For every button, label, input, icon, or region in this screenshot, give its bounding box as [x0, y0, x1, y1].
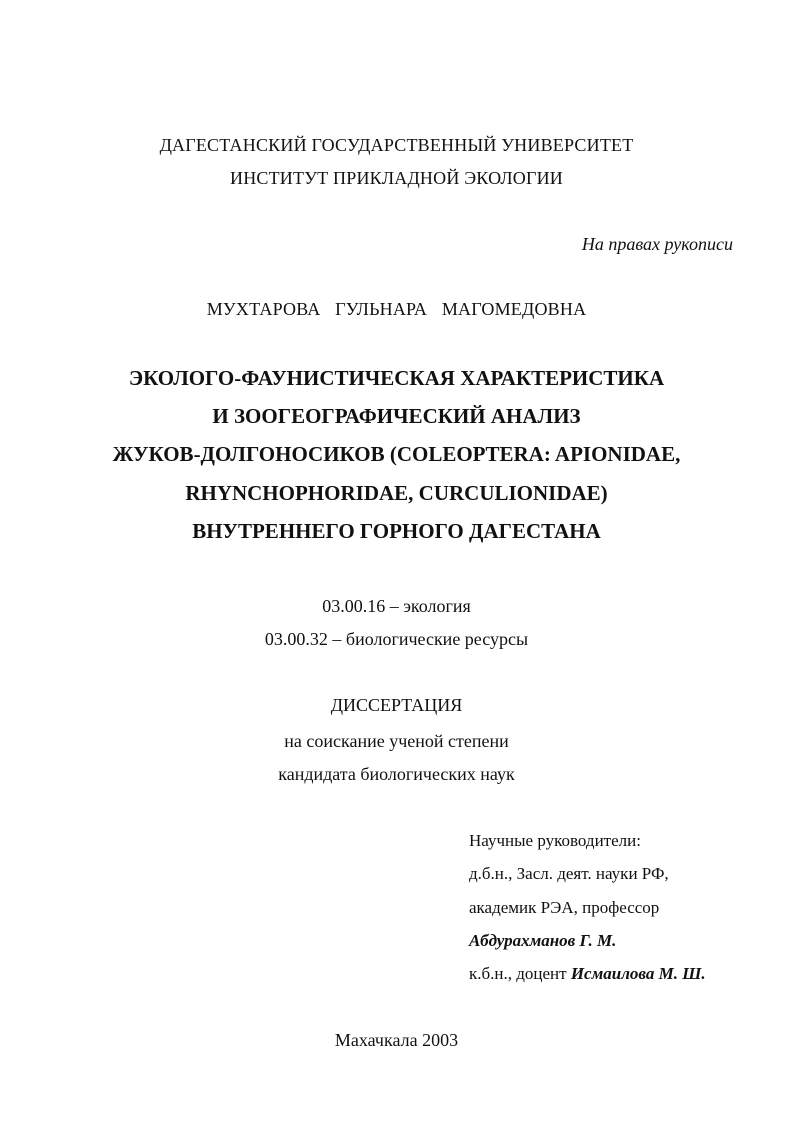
title-line-1: ЭКОЛОГО-ФАУНИСТИЧЕСКАЯ ХАРАКТЕРИСТИКА [128, 366, 665, 390]
supervisors-label: Научные руководители: [469, 831, 641, 850]
title-line-5: ВНУТРЕННЕГО ГОРНОГО ДАГЕСТАНА [192, 519, 601, 543]
title-line-3: ЖУКОВ-ДОЛГОНОСИКОВ (COLEOPTERA: APIONIDAE, [112, 442, 681, 466]
title-line-2: И ЗООГЕОГРАФИЧЕСКИЙ АНАЛИЗ [212, 404, 581, 428]
supervisor-1-credentials-1: д.б.н., Засл. деят. науки РФ, [469, 864, 669, 883]
institute-name: ИНСТИТУТ ПРИКЛАДНОЙ ЭКОЛОГИИ [230, 168, 563, 188]
university-name: ДАГЕСТАНСКИЙ ГОСУДАРСТВЕННЫЙ УНИВЕРСИТЕТ [159, 135, 634, 155]
author-name: МУХТАРОВА ГУЛЬНАРА МАГОМЕДОВНА [206, 299, 587, 319]
work-degree: кандидата биологических наук [278, 764, 515, 784]
supervisor-2-credentials: к.б.н., доцент [469, 964, 571, 983]
place-year: Махачкала 2003 [334, 1030, 459, 1050]
supervisor-1-credentials-2: академик РЭА, профессор [469, 898, 660, 917]
specialty-ecology: 03.00.16 – экология [322, 596, 471, 616]
title-line-4: RHYNCHOPHORIDAE, CURCULIONIDAE) [185, 481, 608, 505]
supervisor-2-line [469, 963, 706, 985]
work-purpose: на соискание ученой степени [284, 731, 509, 751]
supervisor-2-name: Исмаилова М. Ш. [570, 964, 706, 983]
manuscript-note: На правах рукописи [581, 234, 733, 254]
work-type: ДИССЕРТАЦИЯ [330, 695, 463, 715]
specialty-bioresources: 03.00.32 – биологические ресурсы [264, 629, 529, 649]
supervisor-1-name: Абдурахманов Г. М. [469, 931, 617, 950]
